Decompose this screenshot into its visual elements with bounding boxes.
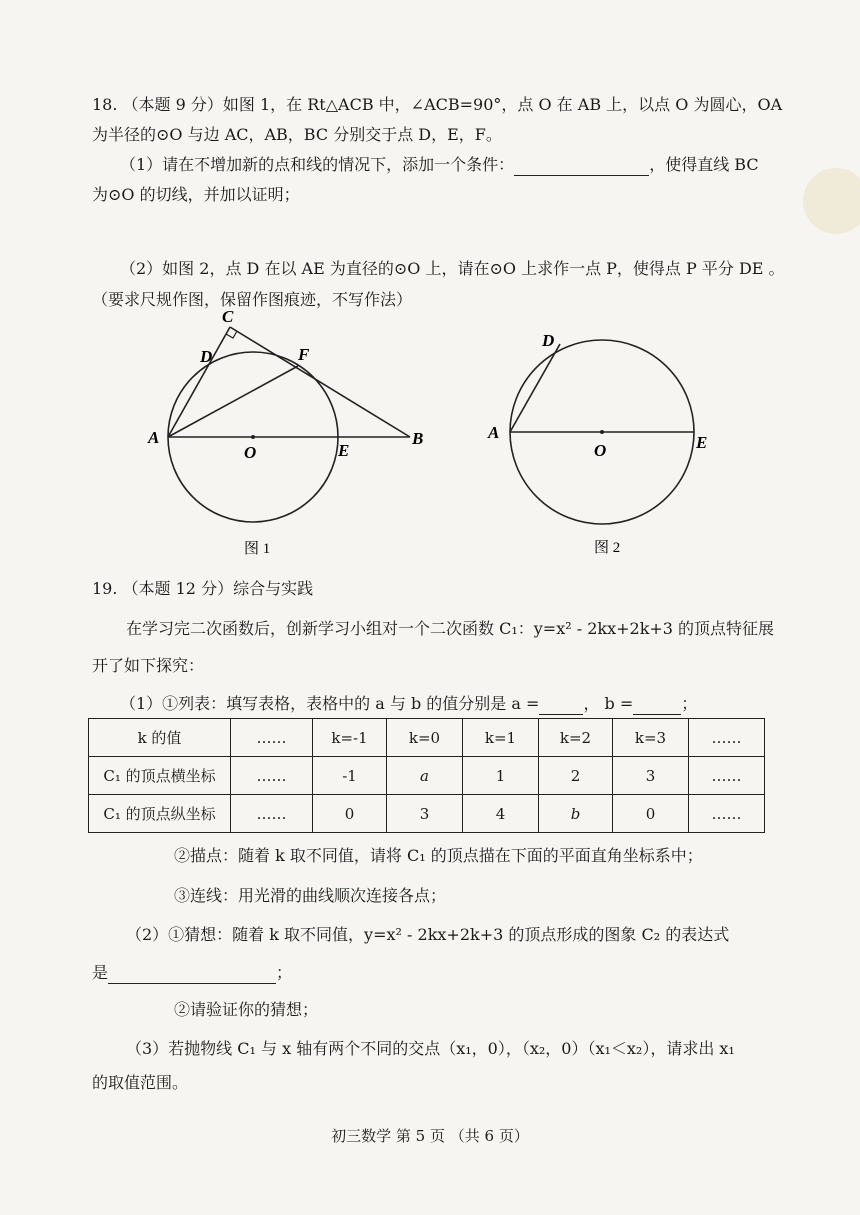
q18-part2: （2）如图 2，点 D 在以 AE 为直径的⊙O 上，请在⊙O 上求作一点 P，使得点 P 平分 DE 。	[120, 259, 785, 278]
fig2-label-e: E	[696, 433, 708, 452]
table-cell: k=3	[613, 719, 689, 757]
q18-line2: 为半径的⊙O 与边 AC，AB，BC 分别交于点 D，E，F。	[92, 125, 502, 144]
table-cell: ……	[689, 795, 765, 833]
fig1-label-e: E	[338, 441, 350, 460]
q19-part1-mid: ， b =	[583, 694, 634, 713]
table-cell: ……	[231, 719, 313, 757]
q18-part1-tail: ，使得直线 BC	[649, 155, 759, 174]
figure-1	[140, 300, 440, 565]
fig2-center-dot	[600, 430, 604, 434]
q19-step3: ③连线：用光滑的曲线顺次连接各点；	[174, 886, 447, 905]
table-cell: 0	[313, 795, 387, 833]
table-row	[89, 757, 765, 795]
fig1-label-c: C	[222, 307, 234, 326]
q18-line4: 为⊙O 的切线，并加以证明；	[92, 185, 300, 204]
fig1-center-dot	[251, 435, 255, 439]
watermark-seal	[803, 168, 860, 234]
table-cell: 3	[613, 757, 689, 795]
table-row	[89, 795, 765, 833]
q18-line1: 18. （本题 9 分）如图 1，在 Rt△ACB 中，∠ACB=90°，点 O 在 AB 上，以点 O 为圆心，OA	[92, 95, 783, 114]
q19-part1	[120, 693, 697, 715]
q18-part2-note: （要求尺规作图，保留作图痕迹，不写作法）	[92, 290, 413, 309]
table-cell: k=1	[463, 719, 539, 757]
fig2-line-ad	[510, 344, 560, 432]
q19-blank-expression[interactable]	[108, 965, 276, 984]
q19-step2: ②描点：随着 k 取不同值，请将 C₁ 的顶点描在下面的平面直角坐标系中；	[174, 846, 703, 865]
fig1-label-o: O	[244, 443, 257, 462]
table-cell: ……	[231, 795, 313, 833]
figure-2	[480, 318, 720, 558]
table-cell: ……	[689, 757, 765, 795]
table-cell: 2	[539, 757, 613, 795]
q19-part1-text: （1）①列表：填写表格，表格中的 a 与 b 的值分别是 a =	[120, 694, 540, 713]
table-cell: C₁ 的顶点横坐标	[89, 757, 231, 795]
fig1-label-a: A	[148, 428, 160, 447]
table-cell: a	[387, 757, 463, 795]
q19-part2-answer	[92, 962, 292, 984]
q19-intro1: 在学习完二次函数后，创新学习小组对一个二次函数 C₁：y=x² - 2kx+2k+3 的顶点特征展	[126, 619, 775, 638]
fig1-label-f: F	[298, 345, 310, 364]
q19-intro2: 开了如下探究：	[92, 656, 205, 675]
table-cell: 3	[387, 795, 463, 833]
table-cell: b	[539, 795, 613, 833]
table-cell: C₁ 的顶点纵坐标	[89, 795, 231, 833]
table-cell: k=-1	[313, 719, 387, 757]
table-cell: k=0	[387, 719, 463, 757]
q18-part1-text: （1）请在不增加新的点和线的情况下，添加一个条件：	[120, 155, 515, 174]
fig2-label-o: O	[594, 441, 607, 460]
q19-part2-end: ；	[276, 963, 293, 982]
fig1-label-b: B	[412, 429, 424, 448]
table-cell: 0	[613, 795, 689, 833]
q19-part1-end: ；	[681, 694, 698, 713]
table-cell: 4	[463, 795, 539, 833]
fig2-caption: 图 2	[594, 540, 621, 556]
q19-blank-b[interactable]	[633, 696, 681, 715]
q19-part2-verify: ②请验证你的猜想；	[174, 1000, 319, 1019]
page-footer: 初三数学 第 5 页 （共 6 页）	[331, 1127, 529, 1145]
q18-part1	[120, 154, 759, 176]
fig2-label-d: D	[542, 331, 555, 350]
values-table	[88, 718, 765, 833]
q19-title: 19. （本题 12 分）综合与实践	[92, 579, 314, 598]
fig1-caption: 图 1	[244, 541, 271, 557]
table-cell: k=2	[539, 719, 613, 757]
fig1-line-cb	[230, 327, 410, 437]
table-row	[89, 719, 765, 757]
fig1-label-d: D	[200, 347, 213, 366]
q19-part2-prefix: 是	[92, 963, 109, 982]
table-cell: k 的值	[89, 719, 231, 757]
q19-part2: （2）①猜想：随着 k 取不同值，y=x² - 2kx+2k+3 的顶点形成的图象 C₂ 的表达式	[126, 925, 730, 944]
table-cell: -1	[313, 757, 387, 795]
q19-part3: （3）若抛物线 C₁ 与 x 轴有两个不同的交点（x₁，0），（x₂，0）（x₁＜x₂），请求出 x₁	[126, 1039, 735, 1058]
table-cell: 1	[463, 757, 539, 795]
table-cell: ……	[231, 757, 313, 795]
table-cell: ……	[689, 719, 765, 757]
q19-part3-tail: 的取值范围。	[92, 1073, 189, 1092]
q19-blank-a[interactable]	[539, 696, 583, 715]
q18-answer-blank[interactable]	[514, 157, 649, 176]
fig2-label-a: A	[488, 423, 500, 442]
